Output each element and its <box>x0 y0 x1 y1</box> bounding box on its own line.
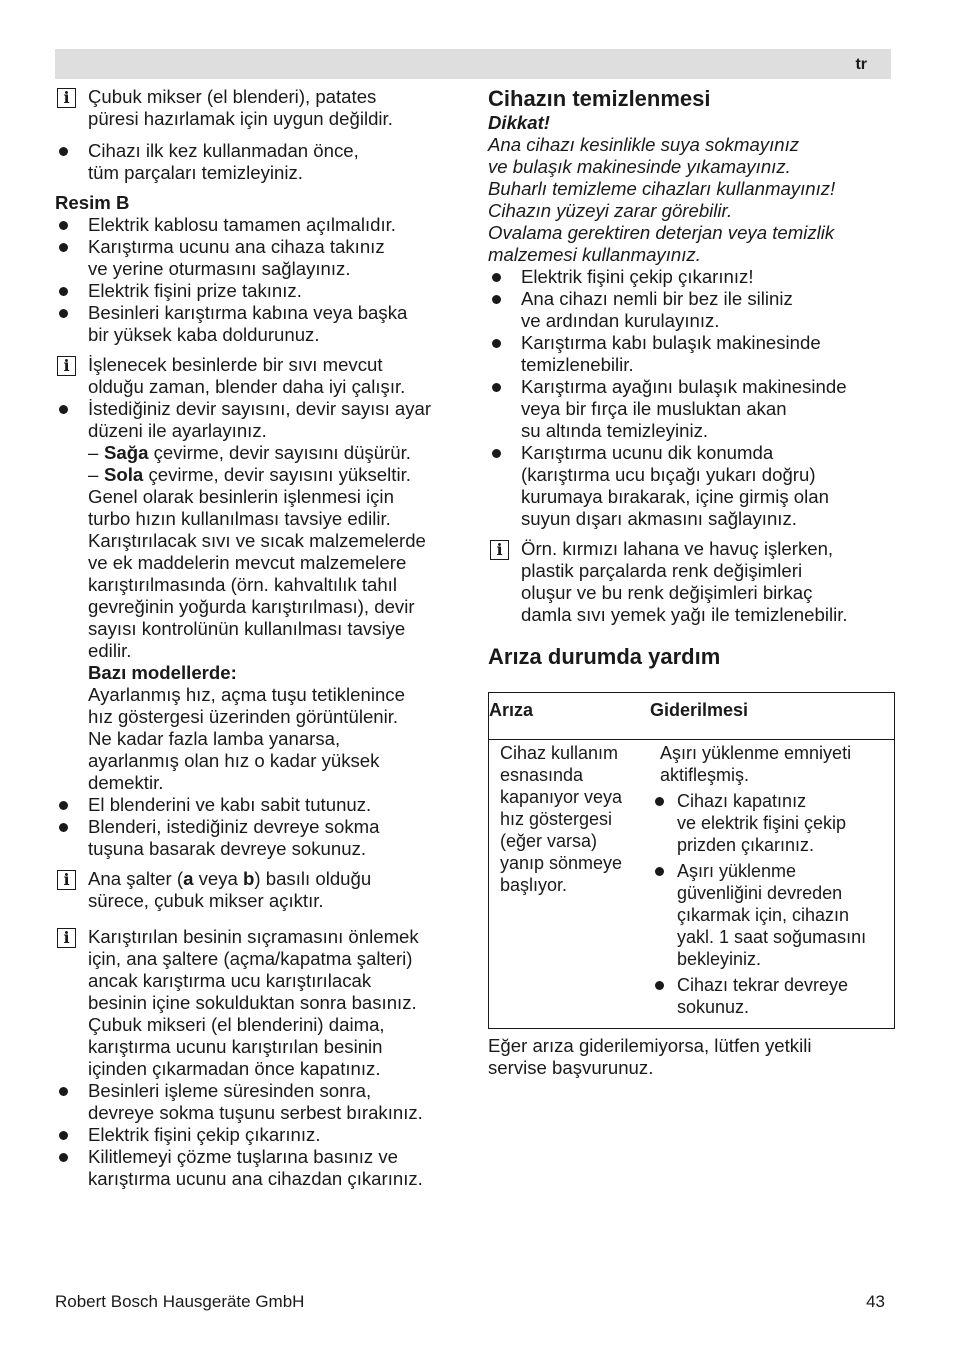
list-item: Cihazı ilk kez kullanmadan önce, tüm parçaları temizleyiniz. <box>55 140 465 184</box>
remedy-cell: Aşırı yüklenme emniyeti aktifleşmiş. Cihazı kapatınız ve elektrik fişini çekip prizden çıkarınız. Aşırı yüklenme güvenliğini devreden çıkarmak için, cihazın yakl. 1 saat soğumasını bekleyiniz. Cihazı tekrar devreye sokunuz. <box>650 740 895 1029</box>
info-icon: i <box>57 870 76 890</box>
list-item: Cihazı tekrar devreye sokunuz. <box>660 974 884 1018</box>
list-item: Kilitlemeyi çözme tuşlarına basınız ve karıştırma ucunu ana cihazdan çıkarınız. <box>55 1146 465 1190</box>
info-note: i İşlenecek besinlerde bir sıvı mevcut olduğu zaman, blender daha iyi çalışır. <box>55 354 465 398</box>
info-icon: i <box>490 540 509 560</box>
list-item: Cihazı kapatınız ve elektrik fişini çekip prizden çıkarınız. <box>660 790 884 856</box>
list-item: Besinleri işleme süresinden sonra, devreye sokma tuşunu serbest bırakınız. <box>55 1080 465 1124</box>
list-item: Karıştırma ayağını bulaşık makinesinde veya bir fırça ile musluktan akan su altında temizleyiniz. <box>488 376 898 442</box>
table-header-row <box>489 693 895 740</box>
left-column <box>55 86 465 1190</box>
cleaning-heading: Cihazın temizlenmesi <box>488 86 711 111</box>
footer-company: Robert Bosch Hausgeräte GmbH <box>55 1292 305 1311</box>
some-models-label: Bazı modellerde: <box>88 662 237 683</box>
list-item: Elektrik fişini çekip çıkarınız. <box>55 1124 465 1146</box>
attention-label: Dikkat! <box>488 112 551 133</box>
warning-text: Ana cihazı kesinlikle suya sokmayınız ve bulaşık makinesinde yıkamayınız. Buharlı temizleme cihazları kullanmayınız! Cihazın yüzeyi zarar görebilir. Ovalama gerektiren deterjan veya temizlik malzemesi kullanmayınız. <box>488 134 836 265</box>
list-item: Blenderi, istediğiniz devreye sokma tuşuna basarak devreye sokunuz. <box>55 816 465 860</box>
figure-reference: Resim B <box>55 192 130 213</box>
header-bar <box>55 49 891 79</box>
list-item: Elektrik fişini prize takınız. <box>55 280 465 302</box>
list-item: Elektrik fişini çekip çıkarınız! <box>488 266 898 288</box>
table-row <box>489 740 895 1029</box>
list-item: Ana cihazı nemli bir bez ile siliniz ve ardından kurulayınız. <box>488 288 898 332</box>
info-icon: i <box>57 88 76 108</box>
info-icon: i <box>57 356 76 376</box>
list-item: Elektrik kablosu tamamen açılmalıdır. <box>55 214 465 236</box>
fault-cell: Cihaz kullanım esnasında kapanıyor veya hız göstergesi (eğer varsa) yanıp sönmeye başlıyor. <box>489 740 651 1029</box>
table-header-fault: Arıza <box>489 693 651 740</box>
info-note: i Çubuk mikser (el blenderi), patates püresi hazırlamak için uygun değildir. <box>55 86 465 130</box>
list-item: İstediğiniz devir sayısını, devir sayısı ayar düzeni ile ayarlayınız. – Sağa çevirme, devir sayısını düşürür. – Sola çevirme, devir sayısını yükseltir. Genel olarak besinlerin işlenmesi için turbo hızın kullanılması tavsiye edilir. Karıştırılacak sıvı ve sıcak malzemelerde ve ek maddelerin mevcut malzemelere karıştırılmasında (örn. kahvaltılık tahıl gevreğinin yoğurda karıştırılması), devir sayısı kontrolünün kullanılması tavsiye edilir. Bazı modellerde: Ayarlanmış hız, açma tuşu tetiklenince hız göstergesi üzerinden görüntülenir. Ne kadar fazla lamba yanarsa, ayarlanmış olan hız o kadar yüksek demektir. <box>55 398 465 794</box>
info-note: i Karıştırılan besinin sıçramasını önlemek için, ana şaltere (açma/kapatma şalteri) ancak karıştırma ucu karıştırılacak besinin içine sokulduktan sonra basınız. Çubuk mikseri (el blenderini) daima, karıştırma ucunu karıştırılan besinin içinden çıkarmadan önce kapatınız. <box>55 926 465 1080</box>
language-code: tr <box>855 56 867 73</box>
list-item: Karıştırma kabı bulaşık makinesinde temizlenebilir. <box>488 332 898 376</box>
right-column <box>488 86 898 1079</box>
info-icon: i <box>57 928 76 948</box>
info-note: i Ana şalter (a veya b) basılı olduğu sürece, çubuk mikser açıktır. <box>55 868 465 912</box>
list-item: Karıştırma ucunu ana cihaza takınız ve yerine oturmasını sağlayınız. <box>55 236 465 280</box>
list-item: Aşırı yüklenme güvenliğini devreden çıkarmak için, cihazın yakl. 1 saat soğumasını bekleyiniz. <box>660 860 884 970</box>
list-item: El blenderini ve kabı sabit tutunuz. <box>55 794 465 816</box>
dash-item: – Sağa çevirme, devir sayısını düşürür. <box>88 442 411 463</box>
fault-heading: Arıza durumda yardım <box>488 644 721 669</box>
dash-item: – Sola çevirme, devir sayısını yükseltir. <box>88 464 411 485</box>
page-number: 43 <box>866 1292 885 1311</box>
table-header-remedy: Giderilmesi <box>650 693 895 740</box>
info-note: i Örn. kırmızı lahana ve havuç işlerken, plastik parçalarda renk değişimleri oluşur ve bu renk değişimleri birkaç damla sıvı yemek yağı ile temizlenebilir. <box>488 538 898 626</box>
service-note: Eğer arıza giderilemiyorsa, lütfen yetkili servise başvurunuz. <box>488 1035 812 1078</box>
list-item: Besinleri karıştırma kabına veya başka bir yüksek kaba doldurunuz. <box>55 302 465 346</box>
list-item: Karıştırma ucunu dik konumda (karıştırma ucu bıçağı yukarı doğru) kurumaya bırakarak, içine girmiş olan suyun dışarı akmasını sağlayınız. <box>488 442 898 530</box>
fault-table <box>488 692 895 1029</box>
